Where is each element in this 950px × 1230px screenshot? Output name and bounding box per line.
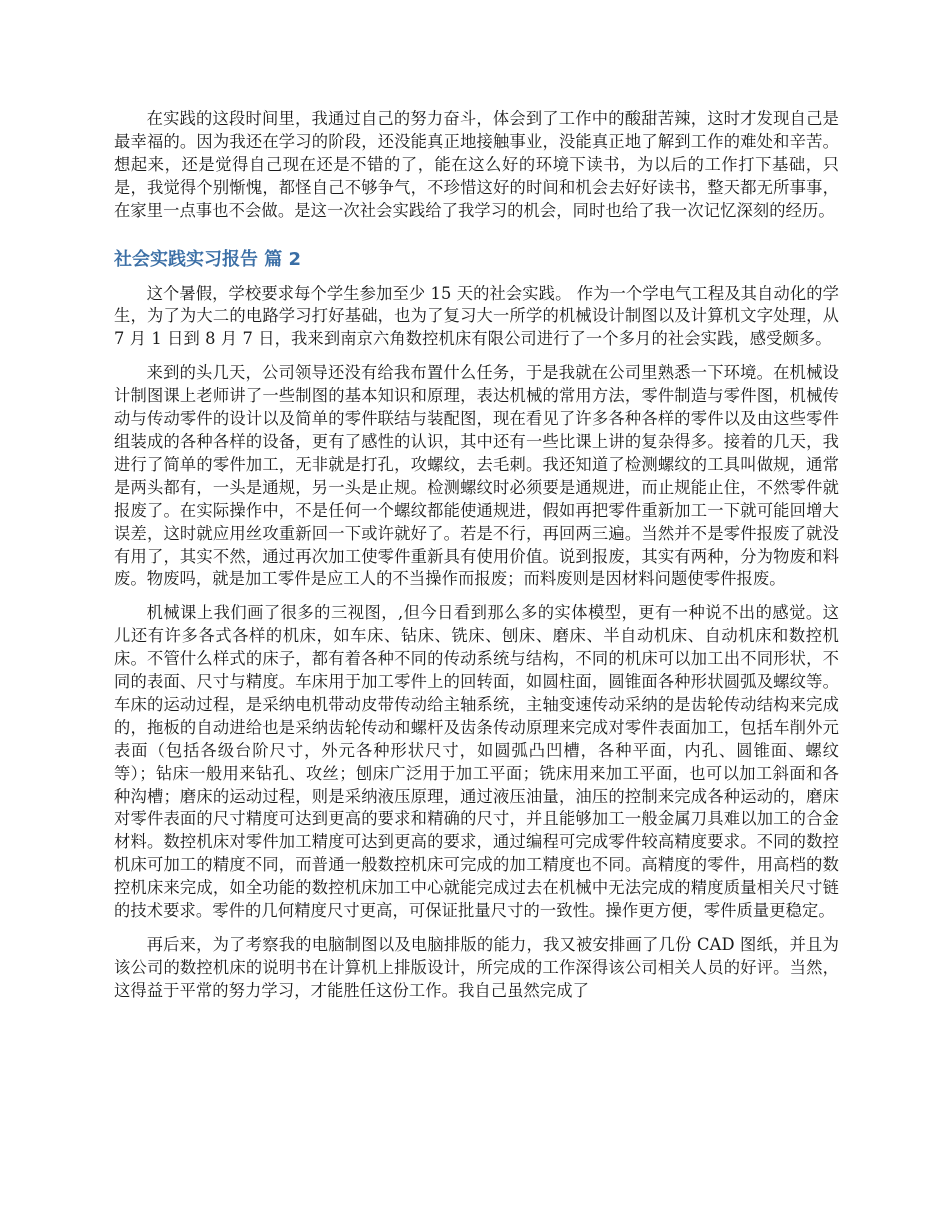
body-paragraph-4: 再后来，为了考察我的电脑制图以及电脑排版的能力，我又被安排画了几份 CAD 图纸，并且为该公司的数控机床的说明书在计算机上排版设计，所完成的工作深得该公司相关人员的好评。当然，这得益于平常的努力学习，才能胜任这份工作。我自己虽然完成了 bbox=[114, 935, 839, 1000]
body-paragraph-2: 来到的头几天，公司领导还没有给我布置什么任务，于是我就在公司里熟悉一下环境。在机械设计制图课上老师讲了一些制图的基本知识和原理，表达机械的常用方法，零件制造与零件图，机械传动与传动零件的设计以及简单的零件联结与装配图，现在看见了许多各种各样的零件以及由这些零件组装成的各种各样的设备，更有了感性的认识，其中还有一些比课上讲的复杂得多。接着的几天，我进行了简单的零件加工，无非就是打孔，攻螺纹，去毛刺。我还知道了检测螺纹的工具叫做规，通常是两头都有，一头是通规，另一头是止规。检测螺纹时必须要是通规进，而止规能止住，不然零件就报废了。在实际操作中，不是任何一个螺纹都能使通规进，假如再把零件重新加工一下就可能回增大误差，这时就应用丝攻重新回一下或许就好了。若是不行，再回两三遍。当然并不是零件报废了就没有用了，其实不然，通过再次加工使零件重新具有使用价值。说到报废，其实有两种，分为物废和料废。物废吗，就是加工零件是应工人的不当操作而报废；而料废则是因材料问题使零件报废。 bbox=[114, 363, 839, 589]
body-paragraph-1: 这个暑假，学校要求每个学生参加至少 15 天的社会实践。 作为一个学电气工程及其自动化的学生，为了为大二的电路学习打好基础，也为了复习大一所学的机械设计制图以及计算机文字处理，从 7 月 1 日到 8 月 7 日，我来到南京六角数控机床有限公司进行了一个多月的社会实践，感受颇多。 bbox=[114, 283, 839, 349]
intro-paragraph: 在实践的这段时间里，我通过自己的努力奋斗，体会到了工作中的酸甜苦辣，这时才发现自己是最幸福的。因为我还在学习的阶段，还没能真正地接触事业，没能真正地了解到工作的难处和辛苦。想起来，还是觉得自己现在还是不错的了，能在这么好的环境下读书，为以后的工作打下基础，只是，我觉得个别惭愧，都怪自己不够争气，不珍惜这好的时间和机会去好好读书，整天都无所事事，在家里一点事也不会做。是这一次社会实践给了我学习的机会，同时也给了我一次记忆深刻的经历。 bbox=[114, 109, 839, 220]
body-paragraph-3: 机械课上我们画了很多的三视图，,但今日看到那么多的实体模型，更有一种说不出的感觉。这儿还有许多各式各样的机床，如车床、钻床、铣床、刨床、磨床、半自动机床、自动机床和数控机床。不管什么样式的床子，都有着各种不同的传动系统与结构，不同的机床可以加工出不同形状，不同的表面、尺寸与精度。车床用于加工零件上的回转面，如圆柱面，圆锥面各种形状圆弧及螺纹等。车床的运动过程，是采纳电机带动皮带传动给主轴系统，主轴变速传动采纳的是齿轮传动结构来完成的，拖板的自动进给也是采纳齿轮传动和螺杆及齿条传动原理来完成对零件表面加工，包括车削外元表面（包括各级台阶尺寸，外元各种形状尺寸，如圆弧凸凹槽，各种平面，内孔、圆锥面、螺纹等）；钻床一般用来钻孔、攻丝；刨床广泛用于加工平面；铣床用来加工平面，也可以加工斜面和各种沟槽；磨床的运动过程，则是采纳液压原理，通过液压油量，油压的控制来完成各种运动的，磨床对零件表面的尺寸精度可达到更高的要求和精确的尺寸，并且能够加工一般金属刀具难以加工的合金材料。数控机床对零件加工精度可达到更高的要求，通过编程可完成零件较高精度要求。不同的数控机床可加工的精度不同，而普通一般数控机床可完成的加工精度也不同。高精度的零件，用高档的数控机床来完成，如全功能的数控机床加工中心就能完成过去在机械中无法完成的精度质量相关尺寸链的技术要求。零件的几何精度尺寸更高，可保证批量尺寸的一致性。操作更方便，零件质量更稳定。 bbox=[114, 603, 839, 921]
section-title: 社会实践实习报告 篇 2 bbox=[114, 248, 302, 270]
document-page bbox=[114, 108, 839, 1003]
